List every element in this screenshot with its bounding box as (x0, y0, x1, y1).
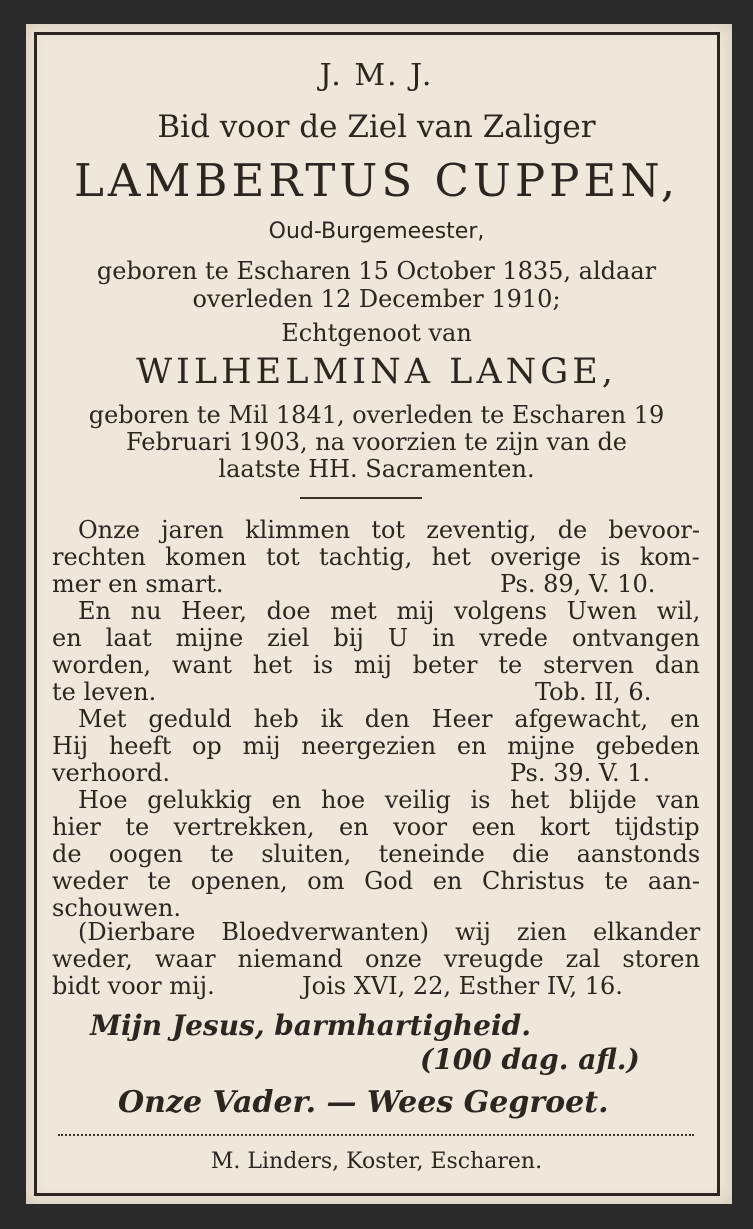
verse-3-line-2: Hij heeft op mij neergezien en mijne gebeden (52, 732, 700, 760)
verse-3-reference: Ps. 39. V. 1. (510, 759, 651, 787)
verse-3-line-3: verhoord. (52, 759, 171, 787)
verse-1-line-3: mer en smart. (52, 570, 224, 598)
spouse-name: WILHELMINA LANGE, (136, 352, 617, 392)
death-line: overleden 12 December 1910; (192, 285, 561, 313)
verse-1-line-2: rechten komen tot tachtig, het overige is kom- (52, 543, 700, 571)
spouse-line-1: geboren te Mil 1841, overleden te Escharen 19 (88, 401, 665, 429)
invocation: Mijn Jesus, barmhartigheid. (90, 1009, 531, 1042)
closing-prayers: Onze Vader. — Wees Gegroet. (118, 1085, 609, 1120)
verse-5-line-1: (Dierbare Bloedverwanten) wij zien elkander (78, 918, 701, 946)
verse-2-line-3: worden, want het is mij beter te sterven dan (52, 651, 700, 679)
verse-4-line-3: de oogen te sluiten, teneinde die aanstonds (52, 840, 701, 868)
deceased-name: LAMBERTUS CUPPEN, (73, 154, 680, 207)
verse-2-line-4: te leven. (52, 678, 157, 706)
monogram: J. M. J. (319, 58, 434, 93)
dotted-rule (58, 1134, 694, 1136)
verse-4-line-5: schouwen. (52, 894, 181, 922)
prayer-heading: Bid voor de Ziel van Zaliger (157, 109, 596, 145)
verse-4-line-2: hier te vertrekken, en voor een kort tijdstip (52, 813, 700, 841)
verse-3-line-1: Met geduld heb ik den Heer afgewacht, en (78, 705, 700, 733)
spouse-line-2: Februari 1903, na voorzien te zijn van de (125, 428, 628, 456)
spouse-line-3: laatste HH. Sacramenten. (218, 455, 535, 483)
verse-1-line-1: Onze jaren klimmen tot zeventig, de bevoor- (78, 516, 700, 544)
verse-2-reference: Tob. II, 6. (535, 678, 652, 706)
verse-2-line-2: en laat mijne ziel bij U in vrede ontvangen (52, 624, 700, 652)
printer-line: M. Linders, Koster, Escharen. (210, 1149, 543, 1174)
birth-line: geboren te Escharen 15 October 1835, aldaar (96, 257, 657, 285)
verse-5-reference: Jois XVI, 22, Esther IV, 16. (302, 972, 623, 1000)
verse-5-line-2: weder, waar niemand onze vreugde zal storen (52, 945, 700, 973)
verse-2-line-1: En nu Heer, doe met mij volgens Uwen wil, (78, 597, 701, 625)
spouse-intro: Echtgenoot van (281, 319, 472, 347)
verse-5-line-3: bidt voor mij. (52, 972, 215, 1000)
deceased-title: Oud-Burgemeester, (268, 219, 485, 244)
verse-4-line-4: weder te openen, om God en Christus te aan- (52, 867, 701, 895)
divider (300, 497, 422, 499)
indulgence: (100 dag. afl.) (420, 1043, 640, 1076)
verse-4-line-1: Hoe gelukkig en hoe veilig is het blijde van (78, 786, 700, 814)
verse-1-reference: Ps. 89, V. 10. (500, 570, 656, 598)
